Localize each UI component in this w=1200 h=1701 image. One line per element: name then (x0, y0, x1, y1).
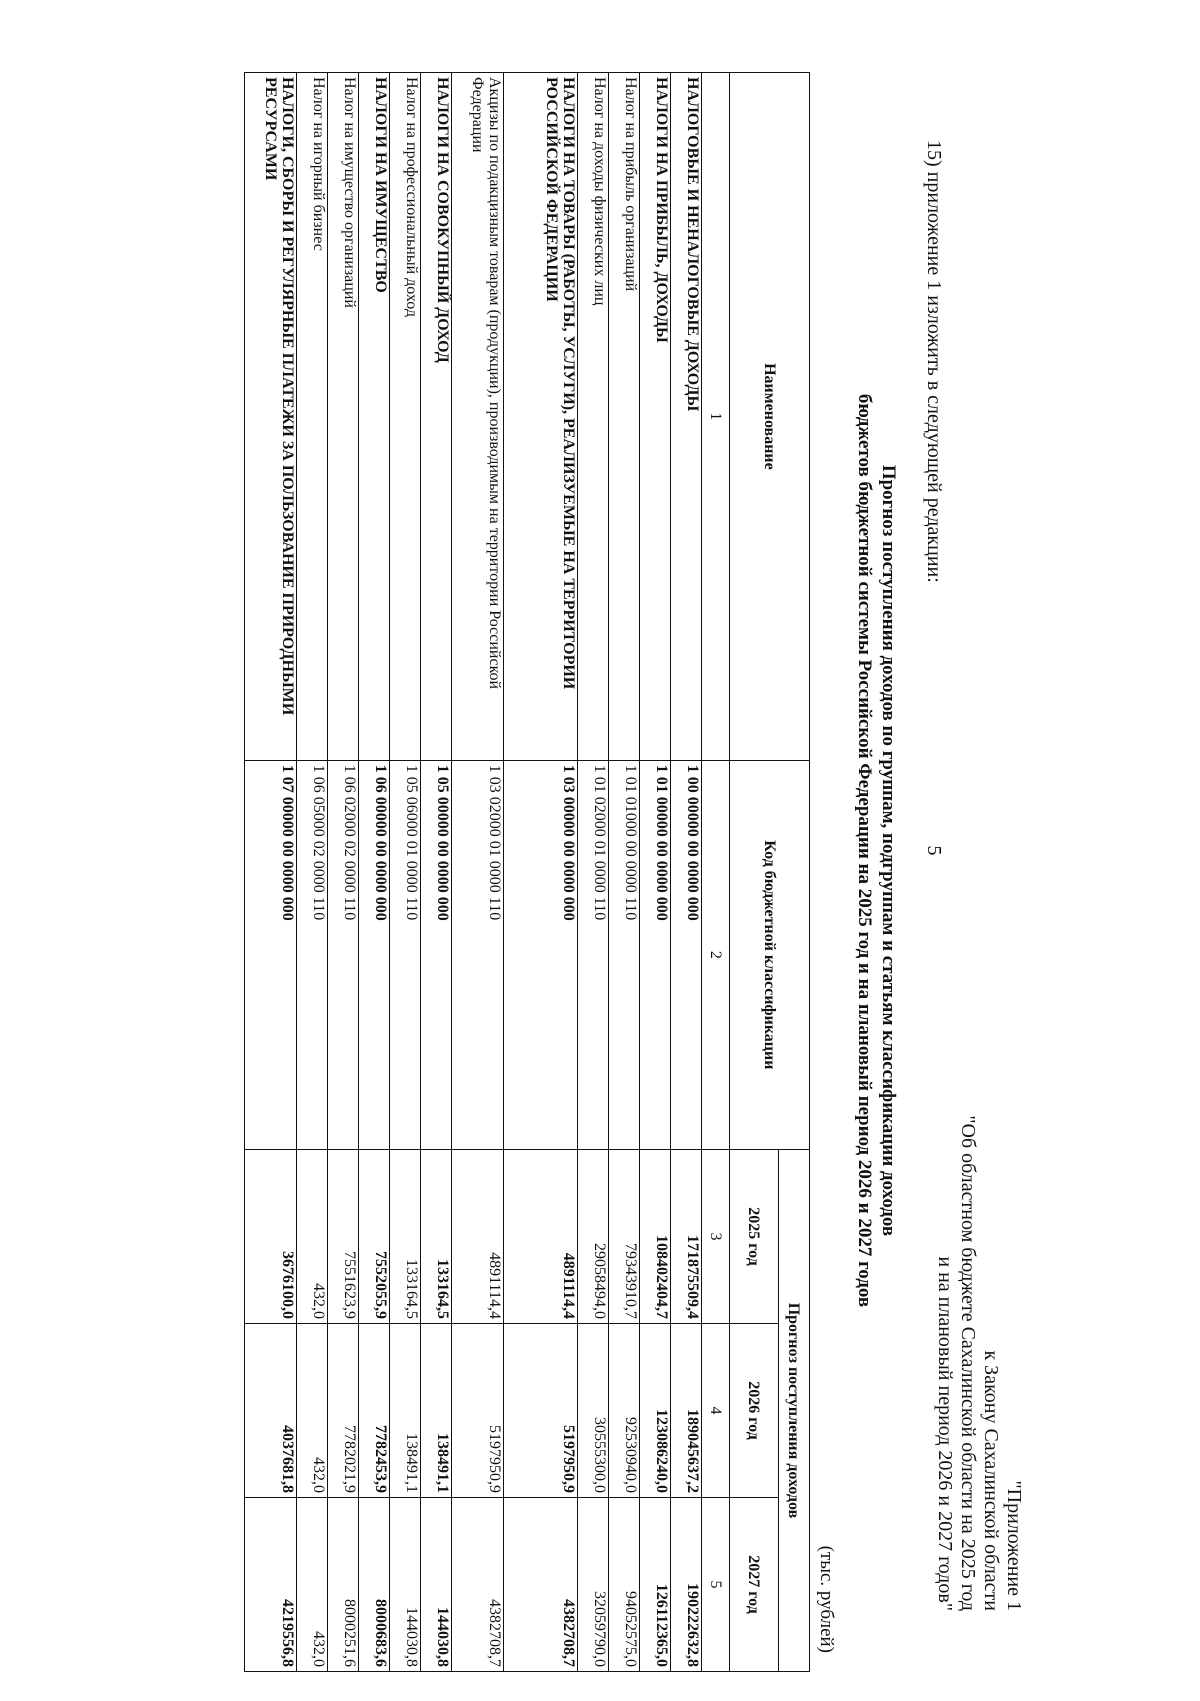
header-code: Код бюджетной классификации (730, 760, 810, 1149)
row-code: 1 06 02000 02 0000 110 (328, 760, 359, 1149)
table-row (609, 73, 640, 1672)
row-code: 1 01 01000 00 0000 110 (609, 760, 640, 1149)
row-2025: 4891114,4 (504, 1149, 578, 1323)
row-2027: 4219556,8 (245, 1497, 297, 1671)
row-2025: 3676100,0 (245, 1149, 297, 1323)
row-2027: 94052575,0 (609, 1497, 640, 1671)
row-name: Налог на доходы физических лиц (578, 73, 609, 761)
table-row (421, 73, 452, 1672)
row-2027: 8000683,6 (359, 1497, 390, 1671)
row-2026: 138491,1 (421, 1323, 452, 1497)
row-2025: 133164,5 (390, 1149, 421, 1323)
page-number: 5 (923, 845, 945, 856)
row-name: Налог на имущество организаций (328, 73, 359, 761)
document-title (852, 140, 900, 1561)
table-row (671, 73, 702, 1672)
appendix-note (933, 1115, 1025, 1611)
column-number: 1 (702, 73, 730, 761)
row-2026: 30555300,0 (578, 1323, 609, 1497)
row-name: НАЛОГОВЫЕ И НЕНАЛОГОВЫЕ ДОХОДЫ (671, 73, 702, 761)
row-code: 1 03 02000 01 0000 110 (452, 760, 504, 1149)
row-2025: 7552055,9 (359, 1149, 390, 1323)
row-code: 1 07 00000 00 0000 000 (245, 760, 297, 1149)
table-row (578, 73, 609, 1672)
column-number: 4 (702, 1323, 730, 1497)
row-2025: 29058494,0 (578, 1149, 609, 1323)
row-code: 1 01 00000 00 0000 000 (640, 760, 671, 1149)
row-2027: 144030,8 (390, 1497, 421, 1671)
row-2026: 138491,1 (390, 1323, 421, 1497)
table-row (359, 73, 390, 1672)
row-2027: 126112365,0 (640, 1497, 671, 1671)
row-code: 1 00 00000 00 0000 000 (671, 760, 702, 1149)
row-2027: 4382708,7 (452, 1497, 504, 1671)
table-row (328, 73, 359, 1672)
header-2026: 2026 год (730, 1323, 779, 1497)
table-row (390, 73, 421, 1672)
title-line: бюджетов бюджетной системы Российской Федерации на 2025 год и на плановый период 2026 и 2027 годов (854, 393, 875, 1308)
row-2026: 7782021,9 (328, 1323, 359, 1497)
row-code: 1 06 00000 00 0000 000 (359, 760, 390, 1149)
row-2026: 189045637,2 (671, 1323, 702, 1497)
row-2026: 123086240,0 (640, 1323, 671, 1497)
header-forecast: Прогноз поступления доходов (779, 1149, 810, 1671)
row-2027: 190222632,8 (671, 1497, 702, 1671)
appendix-line: к Закону Сахалинской области (980, 1350, 1002, 1611)
row-name: НАЛОГИ НА ТОВАРЫ (РАБОТЫ, УСЛУГИ), РЕАЛИЗУЕМЫЕ НА ТЕРРИТОРИИ РОССИЙСКОЙ ФЕДЕРАЦИИ (504, 73, 578, 761)
row-name: НАЛОГИ НА СОВОКУПНЫЙ ДОХОД (421, 73, 452, 761)
row-2027: 4382708,7 (504, 1497, 578, 1671)
title-line: Прогноз поступления доходов по группам, подгруппам и статьям классификации доходов (878, 464, 899, 1237)
appendix-line: "Об областном бюджете Сахалинской области на 2025 год (957, 1115, 979, 1611)
unit-label: (тыс. рублей) (816, 1545, 837, 1653)
row-2026: 7782453,9 (359, 1323, 390, 1497)
row-2027: 8000251,6 (328, 1497, 359, 1671)
row-name: Налог на прибыль организаций (609, 73, 640, 761)
appendix-line: и на плановый период 2026 и 2027 годов" (934, 1256, 956, 1611)
row-name: НАЛОГИ НА ПРИБЫЛЬ, ДОХОДЫ (640, 73, 671, 761)
row-code: 1 05 00000 00 0000 000 (421, 760, 452, 1149)
intro-text: 15) приложение 1 изложить в следующей редакции: (923, 140, 945, 583)
table-row (245, 73, 297, 1672)
row-2025: 108402404,7 (640, 1149, 671, 1323)
row-code: 1 01 02000 01 0000 110 (578, 760, 609, 1149)
row-2025: 133164,5 (421, 1149, 452, 1323)
row-name: Акцизы по подакцизным товарам (продукции), производимым на территории Российской Федерации (452, 73, 504, 761)
row-2026: 5197950,9 (504, 1323, 578, 1497)
header-2027: 2027 год (730, 1497, 779, 1671)
row-2027: 144030,8 (421, 1497, 452, 1671)
table-row (297, 73, 328, 1672)
table-row (452, 73, 504, 1672)
column-number: 3 (702, 1149, 730, 1323)
row-name: НАЛОГИ, СБОРЫ И РЕГУЛЯРНЫЕ ПЛАТЕЖИ ЗА ПОЛЬЗОВАНИЕ ПРИРОДНЫМИ РЕСУРСАМИ (245, 73, 297, 761)
row-2026: 5197950,9 (452, 1323, 504, 1497)
row-name: Налог на игорный бизнес (297, 73, 328, 761)
row-2027: 32059790,0 (578, 1497, 609, 1671)
row-2025: 432,0 (297, 1149, 328, 1323)
row-2027: 432,0 (297, 1497, 328, 1671)
row-code: 1 06 05000 02 0000 110 (297, 760, 328, 1149)
table-row (504, 73, 578, 1672)
column-number: 5 (702, 1497, 730, 1671)
row-2026: 432,0 (297, 1323, 328, 1497)
column-number: 2 (702, 760, 730, 1149)
revenue-table (244, 72, 810, 1672)
row-2025: 79343910,7 (609, 1149, 640, 1323)
row-2025: 4891114,4 (452, 1149, 504, 1323)
row-code: 1 05 06000 01 0000 110 (390, 760, 421, 1149)
row-2026: 92530940,0 (609, 1323, 640, 1497)
appendix-line: "Приложение 1 (1003, 1480, 1025, 1611)
table-row (640, 73, 671, 1672)
row-name: НАЛОГИ НА ИМУЩЕСТВО (359, 73, 390, 761)
row-name: Налог на профессиональный доход (390, 73, 421, 761)
row-2025: 171875509,4 (671, 1149, 702, 1323)
header-2025: 2025 год (730, 1149, 779, 1323)
row-2026: 4037681,8 (245, 1323, 297, 1497)
row-2025: 7551623,9 (328, 1149, 359, 1323)
header-name: Наименование (730, 73, 810, 761)
row-code: 1 03 00000 00 0000 000 (504, 760, 578, 1149)
